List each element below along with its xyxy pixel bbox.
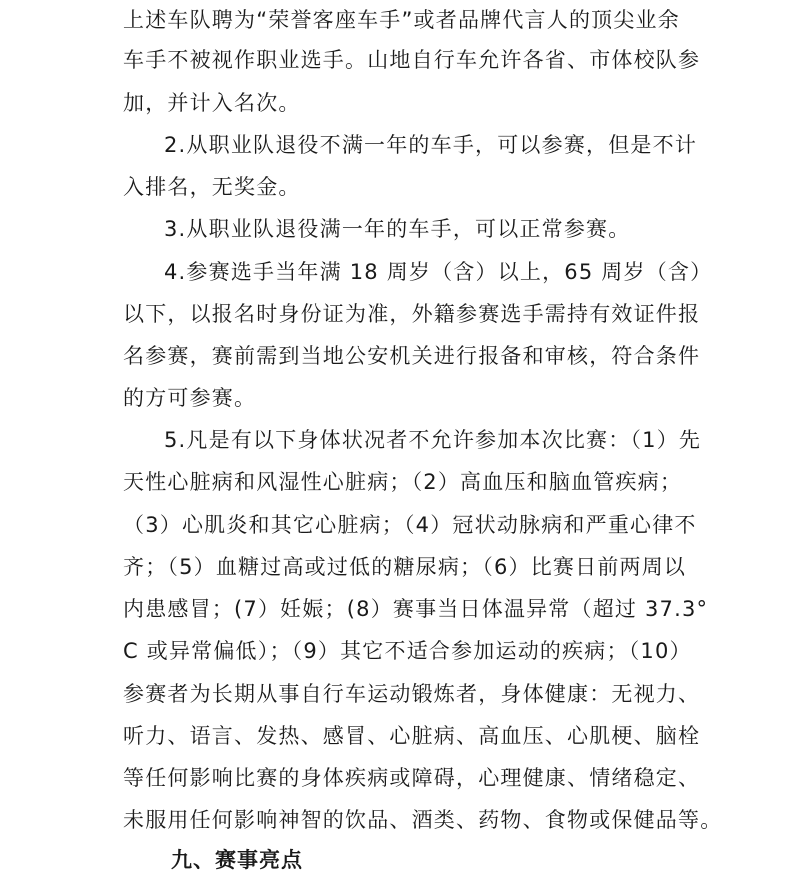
paragraph-5-line-3: （3）心肌炎和其它心脏病；（4）冠状动脉病和严重心律不 [123, 513, 697, 537]
paragraph-2-line-2: 入排名，无奖金。 [123, 175, 301, 199]
paragraph-5-line-9: 等任何影响比赛的身体疾病或障碍，心理健康、情绪稳定、 [123, 766, 701, 790]
paragraph-5-line-7: 参赛者为长期从事自行车运动锻炼者，身体健康：无视力、 [123, 682, 701, 706]
paragraph-1-line-1: 上述车队聘为“荣誉客座车手”或者品牌代言人的顶尖业余 [123, 8, 680, 32]
paragraph-1-line-3: 加，并计入名次。 [123, 91, 301, 115]
paragraph-5-line-10: 未服用任何影响神智的饮品、酒类、药物、食物或保健品等。 [123, 808, 723, 832]
paragraph-4-line-3: 名参赛，赛前需到当地公安机关进行报备和审核，符合条件 [123, 344, 701, 368]
paragraph-5-line-1: 5.凡是有以下身体状况者不允许参加本次比赛：（1）先 [164, 428, 702, 452]
paragraph-3-line-1: 3.从职业队退役满一年的车手，可以正常参赛。 [164, 217, 631, 241]
paragraph-4-line-1: 4.参赛选手当年满 18 周岁（含）以上，65 周岁（含） [164, 260, 713, 284]
paragraph-5-line-4: 齐；（5）血糖过高或过低的糖尿病；（6）比赛日前两周以 [123, 555, 687, 579]
section-heading: 九、赛事亮点 [171, 848, 303, 872]
paragraph-4-line-4: 的方可参赛。 [123, 386, 257, 410]
paragraph-2-line-1: 2.从职业队退役不满一年的车手，可以参赛，但是不计 [164, 133, 698, 157]
paragraph-5-line-2: 天性心脏病和风湿性心脏病；（2）高血压和脑血管疾病； [123, 470, 683, 494]
paragraph-5-line-5: 内患感冒；(7）妊娠；(8）赛事当日体温异常（超过 37.3° [123, 597, 709, 621]
paragraph-4-line-2: 以下，以报名时身份证为准，外籍参赛选手需持有效证件报 [123, 302, 701, 326]
paragraph-1-line-2: 车手不被视作职业选手。山地自行车允许各省、市体校队参 [123, 48, 701, 72]
paragraph-5-line-6: C 或异常偏低）；（9）其它不适合参加运动的疾病；（10） [123, 639, 692, 663]
paragraph-5-line-8: 听力、语言、发热、感冒、心脏病、高血压、心肌梗、脑栓 [123, 724, 701, 748]
